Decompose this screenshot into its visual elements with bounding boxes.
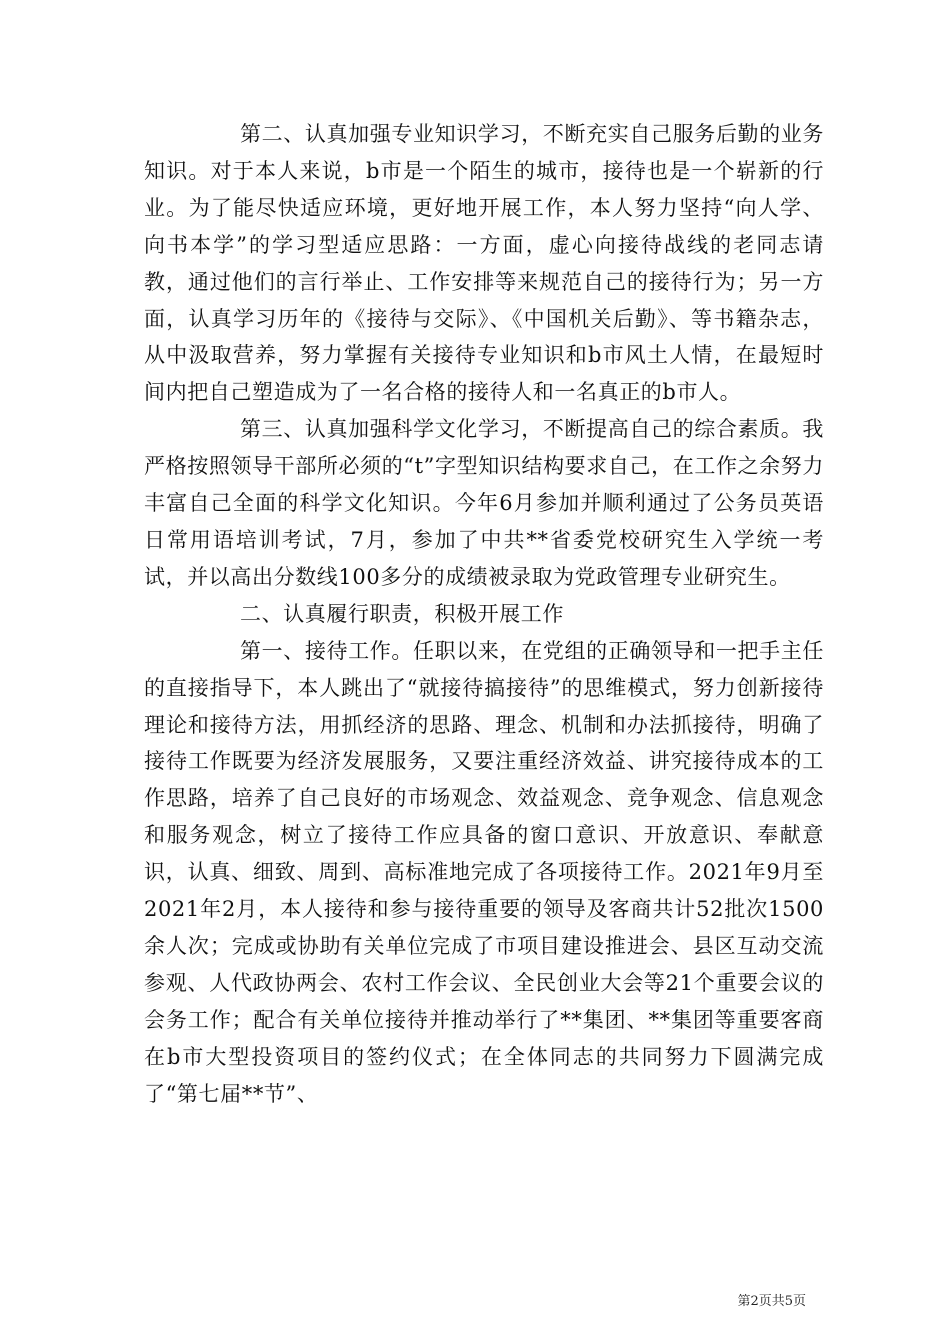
paragraph-reception-work: 第一、接待工作。任职以来，在党组的正确领导和一把手主任的直接指导下，本人跳出了“就接待搞接待”的思维模式，努力创新接待理论和接待方法，用抓经济的思路、理念、机制和办法抓接待，明确了接待工作既要为经济发展服务，又要注重经济效益、讲究接待成本的工作思路，培养了自己良好的市场观念、效益观念、竞争观念、信息观念和服务观念，树立了接待工作应具备的窗口意识、开放意识、奉献意识，认真、细致、周到、高标准地完成了各项接待工作。2021年9月至2021年2月，本人接待和参与接待重要的领导及客商共计52批次1500余人次；完成或协助有关单位完成了市项目建设推进会、县区互动交流参观、人代政协两会、农村工作会议、全民创业大会等21个重要会议的会务工作；配合有关单位接待并推动举行了**集团、**集团等重要客商在b市大型投资项目的签约仪式；在全体同志的共同努力下圆满完成了“第七届**节”、: [144, 638, 824, 1106]
section-heading-duties: 二、认真履行职责，积极开展工作: [240, 601, 564, 626]
paragraph-professional-study: 第二、认真加强专业知识学习，不断充实自己服务后勤的业务知识。对于本人来说，b市是一个陌生的城市，接待也是一个崭新的行业。为了能尽快适应环境，更好地开展工作，本人努力坚持“向人学、向书本学”的学习型适应思路：一方面，虚心向接待战线的老同志请教，通过他们的言行举止、工作安排等来规范自己的接待行为；另一方面，认真学习历年的《接待与交际》、《中国机关后勤》、等书籍杂志，从中汲取营养，努力掌握有关接待专业知识和b市风土人情，在最短时间内把自己塑造成为了一名合格的接待人和一名真正的b市人。: [144, 122, 824, 405]
paragraph-science-culture-study: 第三、认真加强科学文化学习，不断提高自己的综合素质。我严格按照领导干部所必须的“t”字型知识结构要求自己，在工作之余努力丰富自己全面的科学文化知识。今年6月参加并顺利通过了公务员英语日常用语培训考试，7月，参加了中共**省委党校研究生入学统一考试，并以高出分数线100多分的成绩被录取为党政管理专业研究生。: [144, 417, 824, 589]
page-number-footer: 第2页共5页: [737, 1294, 806, 1309]
document-page: [144, 116, 824, 1112]
